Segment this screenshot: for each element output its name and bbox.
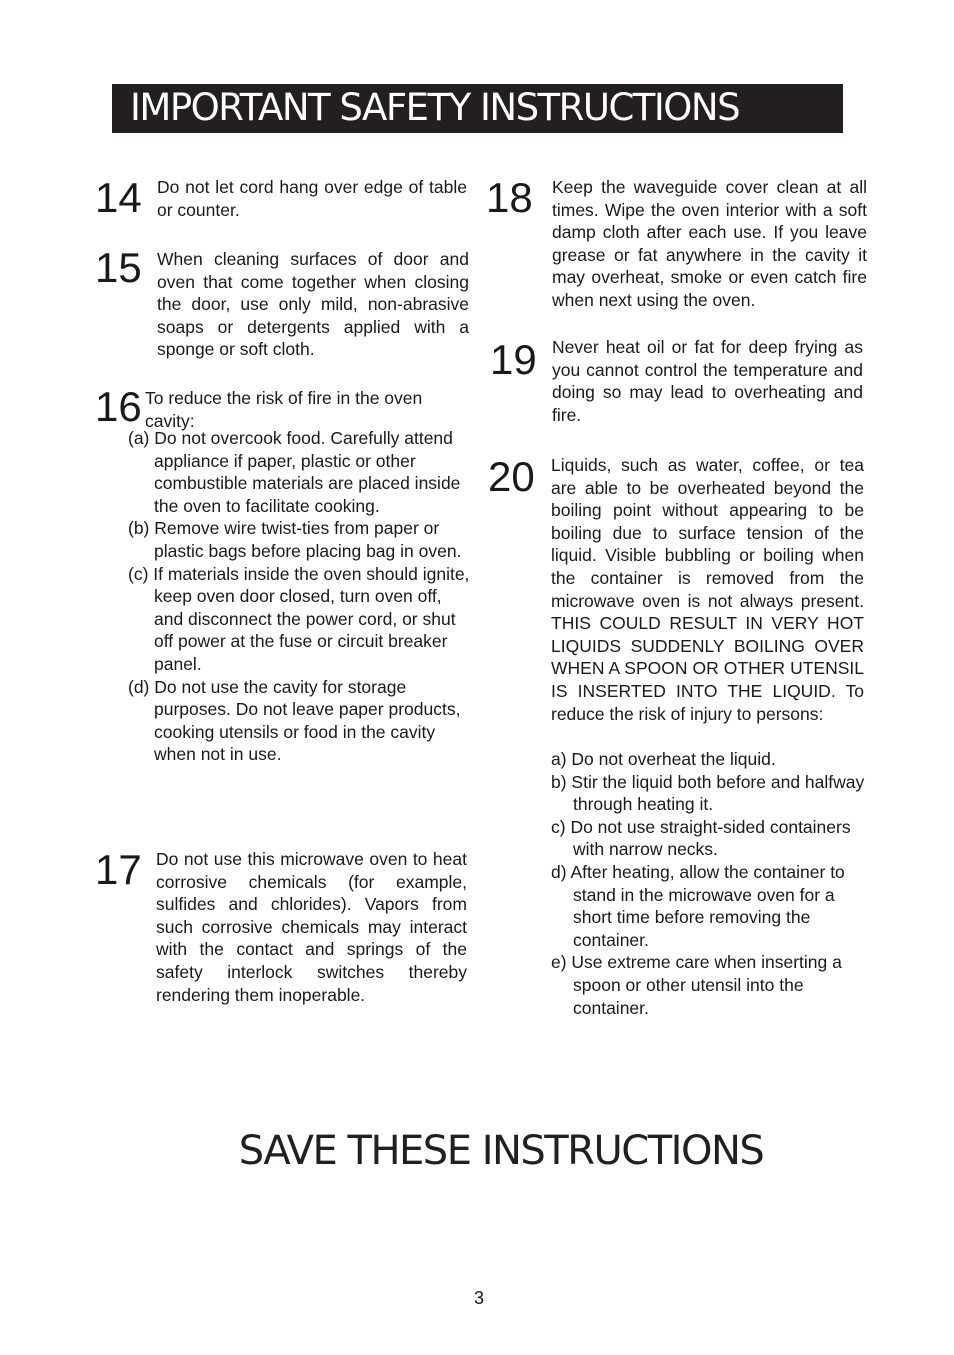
sub-item-20e: e) Use extreme care when inserting a spoon or other utensil into the container. xyxy=(551,952,842,1018)
item-text-14: Do not let cord hang over edge of table or counter. xyxy=(157,177,467,220)
sub-item-20d: d) After heating, allow the container to stand in the microwave oven for a short time before removing the container. xyxy=(551,861,845,950)
item-number-17: 17 xyxy=(95,846,142,893)
sub-item-20b: b) Stir the liquid both before and halfway through heating it. xyxy=(551,771,865,815)
item-number-19: 19 xyxy=(490,336,537,383)
item-text-15: When cleaning surfaces of door and oven that come together when closing the door, use only mild, non-abrasive soaps or detergents applied with a sponge or soft cloth. xyxy=(157,249,469,360)
item-text-17: Do not use this microwave oven to heat corrosive chemicals (for example, sulfides and chlorides). Vapors from such corrosive chemicals may interact with the contact and springs of the safety interlock switches thereby rendering them inoperable. xyxy=(156,849,467,1005)
sub-item-16c: (c) If materials inside the oven should ignite, keep oven door closed, turn oven off, and disconnect the power cord, or shut off power at the fuse or circuit breaker panel. xyxy=(128,563,470,674)
sub-item-16a: (a) Do not overcook food. Carefully attend appliance if paper, plastic or other combustible materials are placed inside the oven to facilitate cooking. xyxy=(128,428,461,516)
sub-item-16b: (b) Remove wire twist-ties from paper or plastic bags before placing bag in oven. xyxy=(128,518,462,561)
item-text-19: Never heat oil or fat for deep frying as you cannot control the temperature and doing so may lead to overheating and fire. xyxy=(552,337,863,425)
item-20-sublist xyxy=(551,748,869,1019)
title-banner xyxy=(112,84,843,133)
item-number-15: 15 xyxy=(95,244,142,291)
item-number-18: 18 xyxy=(486,174,533,221)
item-text-16: To reduce the risk of fire in the oven cavity: xyxy=(145,388,423,431)
item-text-20: Liquids, such as water, coffee, or tea are able to be overheated beyond the boiling point without appearing to be boiling due to surface tension of the liquid. Visible bubbling or boiling when the container is removed from the microwave oven is not always present. THIS COULD RESULT IN VERY HOT LIQUIDS SUDDENLY BOILING OVER WHEN A SPOON OR OTHER UTENSIL IS INSERTED INTO THE LIQUID. To reduce the risk of injury to persons: xyxy=(551,455,864,724)
page-title: IMPORTANT SAFETY INSTRUCTIONS xyxy=(130,86,740,129)
item-number-20: 20 xyxy=(488,453,535,500)
save-instructions-heading: SAVE THESE INSTRUCTIONS xyxy=(238,1128,764,1174)
sub-item-20a: a) Do not overheat the liquid. xyxy=(551,749,776,769)
page-number: 3 xyxy=(473,1288,484,1308)
item-number-16: 16 xyxy=(95,383,142,430)
sub-item-16d: (d) Do not use the cavity for storage purposes. Do not leave paper products, cooking utensils or food in the cavity when not in use. xyxy=(128,676,461,765)
item-text-18: Keep the waveguide cover clean at all times. Wipe the oven interior with a soft damp cloth after each use. If you leave grease or fat anywhere in the cavity it may overheat, smoke or even catch fire when next using the oven. xyxy=(552,177,867,310)
item-number-14: 14 xyxy=(95,174,142,221)
sub-item-20c: c) Do not use straight-sided containers with narrow necks. xyxy=(551,816,851,860)
item-16-sublist xyxy=(128,427,473,766)
